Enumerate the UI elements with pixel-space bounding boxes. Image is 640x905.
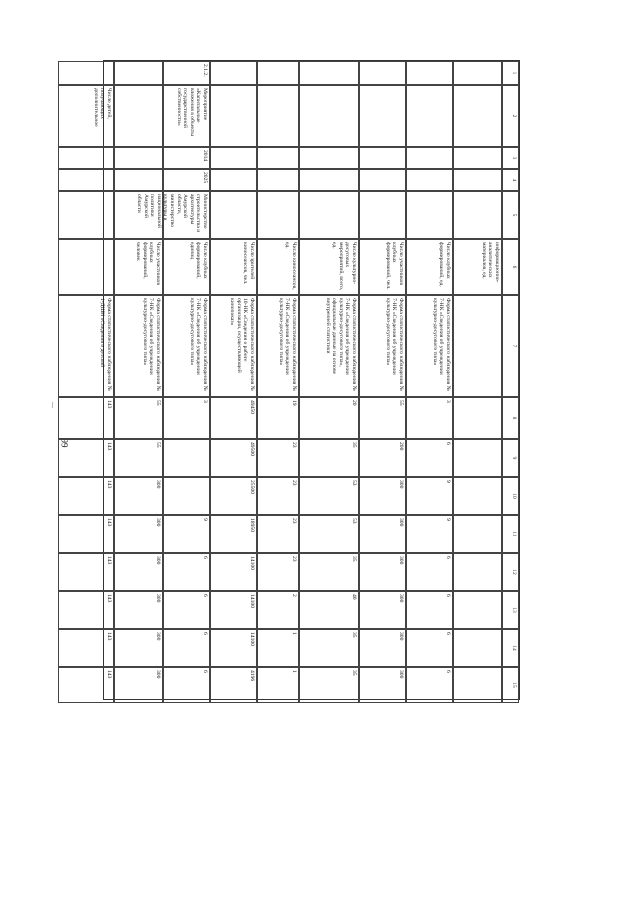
table-cell-r4-c15: 35 (299, 667, 359, 703)
table-cell-r1-c13 (453, 591, 502, 629)
table-cell-r6-c13: 14100 (210, 591, 257, 629)
table-cell-r5-c12: 23 (257, 553, 299, 591)
table-cell-r8-c2 (114, 85, 163, 147)
table-cell-r3-c15: 300 (359, 667, 406, 703)
table-cell-r1-c4 (453, 169, 502, 191)
table-cell-r3-c3 (359, 147, 406, 169)
table-cell-r2-c13: 6 (406, 591, 453, 629)
table-cell-r6-c3 (210, 147, 257, 169)
table-cell-r6-c14: 14100 (210, 629, 257, 667)
table-cell-r2-c1 (406, 61, 453, 85)
table-cell-r3-c6: Число участников клубных формирований, чел. (359, 239, 406, 295)
table-cell-r6-c11: 18950 (210, 515, 257, 553)
table-cell-r5-c15: 1 (257, 667, 299, 703)
table-cell-r2-c7: Форма статистического наблюдения № 7-НК «Сведения об учреждении культурно-досугового типа» (406, 295, 453, 397)
header-col-3: 3 (502, 147, 519, 169)
table-cell-r6-c5 (210, 191, 257, 239)
statistics-table (92, 60, 520, 700)
table-cell-r3-c5 (359, 191, 406, 239)
table-cell-r4-c4 (299, 169, 359, 191)
table-cell-r1-c7 (453, 295, 502, 397)
table-cell-r7-c4: 2025 (163, 169, 210, 191)
table-cell-r1-c15 (453, 667, 502, 703)
table-cell-r9-c9: 143 (58, 439, 114, 477)
table-cell-r6-c8: 49450 (210, 397, 257, 439)
header-col-14: 14 (502, 629, 519, 667)
table-cell-r7-c15: 6 (163, 667, 210, 703)
table-cell-r3-c8: 55 (359, 397, 406, 439)
table-cell-r1-c8 (453, 397, 502, 439)
table-cell-r2-c2 (406, 85, 453, 147)
header-col-9: 9 (502, 439, 519, 477)
header-col-2: 2 (502, 85, 519, 147)
table-cell-r7-c7: Форма статистического наблюдения № 7-НК «Сведения об учреждении культурно-досугового типа» (163, 295, 210, 397)
table-cell-r4-c11: 53 (299, 515, 359, 553)
table-cell-r9-c7: Форма статистического наблюдения № 1-ДШИ «Сведения о детской (58, 295, 114, 397)
table-cell-r9-c13: 143 (58, 591, 114, 629)
table-cell-r7-c12: 6 (163, 553, 210, 591)
table-cell-r3-c14: 300 (359, 629, 406, 667)
table-cell-r7-c10 (163, 477, 210, 515)
header-col-5: 5 (502, 191, 519, 239)
table-cell-r1-c5 (453, 191, 502, 239)
table-cell-r4-c8: 20 (299, 397, 359, 439)
table-cell-r6-c7: Форма статистического наблюдения № 10-НК «Сведения о работе организации, осуществляющей кинопоказ» (210, 295, 257, 397)
table-cell-r4-c3 (299, 147, 359, 169)
table-cell-r1-c10 (453, 477, 502, 515)
table-cell-r1-c6: информационно-аналитических материалов, ед. (453, 239, 502, 295)
table-cell-r5-c3 (257, 147, 299, 169)
table-cell-r9-c8: 143 (58, 397, 114, 439)
table-cell-r9-c10: 143 (58, 477, 114, 515)
scan-mark (52, 402, 53, 408)
table-cell-r5-c13: 2 (257, 591, 299, 629)
header-col-4: 4 (502, 169, 519, 191)
header-col-8: 8 (502, 397, 519, 439)
table-cell-r2-c4 (406, 169, 453, 191)
table-cell-r2-c9: 6 (406, 439, 453, 477)
table-cell-r3-c13: 300 (359, 591, 406, 629)
table-cell-r7-c5: Министерство строительства и архитектуры Амурской области, министерство культуры и национальной политики Амурской области (163, 191, 210, 239)
table-cell-r4-c2 (299, 85, 359, 147)
header-col-13: 13 (502, 591, 519, 629)
table-cell-r4-c12: 35 (299, 553, 359, 591)
table-cell-r2-c15: 6 (406, 667, 453, 703)
table-cell-r7-c6: Число клубных формирований, единиц (163, 239, 210, 295)
table-cell-r4-c13: 40 (299, 591, 359, 629)
table-cell-r7-c3: 2014 (163, 147, 210, 169)
table-cell-r4-c6: Число культурно-досуговых мероприятий, всего, ед. (299, 239, 359, 295)
table-cell-r5-c5 (257, 191, 299, 239)
table-cell-r6-c9: 49500 (210, 439, 257, 477)
header-col-12: 12 (502, 553, 519, 591)
table-cell-r5-c4 (257, 169, 299, 191)
table-cell-r2-c8: 3 (406, 397, 453, 439)
table-cell-r9-c11: 143 (58, 515, 114, 553)
table-cell-r6-c1 (210, 61, 257, 85)
table-cell-r2-c10: 9 (406, 477, 453, 515)
table-cell-r1-c14 (453, 629, 502, 667)
table-cell-r2-c11: 9 (406, 515, 453, 553)
table-cell-r6-c10: 25500 (210, 477, 257, 515)
table-cell-r8-c7: Форма статистического наблюдения № 7-НК «Сведения об учреждении культурно-досугового типа» (114, 295, 163, 397)
table-cell-r7-c9 (163, 439, 210, 477)
table-cell-r4-c14: 35 (299, 629, 359, 667)
table-cell-r3-c9: 200 (359, 439, 406, 477)
table-cell-r8-c9: 55 (114, 439, 163, 477)
table-cell-r9-c5 (58, 191, 114, 239)
table-cell-r7-c2: Мероприятие «Капитальные вложения в объекты государственной собственности» (163, 85, 210, 147)
table-cell-r1-c2 (453, 85, 502, 147)
header-col-15: 15 (502, 667, 519, 703)
header-col-10: 10 (502, 477, 519, 515)
table-cell-r9-c1 (58, 61, 114, 85)
table-cell-r4-c10: 53 (299, 477, 359, 515)
table-cell-r8-c13: 300 (114, 591, 163, 629)
table-cell-r4-c5 (299, 191, 359, 239)
table-cell-r6-c15: 4196 (210, 667, 257, 703)
table-cell-r8-c8: 55 (114, 397, 163, 439)
table-cell-r3-c7: Форма статистического наблюдения № 7-НК «Сведения об учреждении культурно-досугового типа» (359, 295, 406, 397)
table-cell-r5-c2 (257, 85, 299, 147)
table-cell-r3-c1 (359, 61, 406, 85)
table-cell-r4-c9: 35 (299, 439, 359, 477)
table-cell-r1-c1 (453, 61, 502, 85)
header-col-1: 1 (502, 61, 519, 85)
table-cell-r8-c6: Число участников клубных формирований, человек (114, 239, 163, 295)
table-cell-r8-c14: 300 (114, 629, 163, 667)
table-cell-r6-c2 (210, 85, 257, 147)
header-col-6: 6 (502, 239, 519, 295)
table-cell-r2-c3 (406, 147, 453, 169)
table-cell-r8-c4 (114, 169, 163, 191)
table-cell-r8-c15: 300 (114, 667, 163, 703)
table-cell-r8-c3 (114, 147, 163, 169)
table-cell-r4-c1 (299, 61, 359, 85)
table-cell-r7-c13: 6 (163, 591, 210, 629)
table-cell-r9-c2: Число детей, получающих дополнительное (58, 85, 114, 147)
table-cell-r9-c12: 143 (58, 553, 114, 591)
table-cell-r7-c1: 2.1.2. (163, 61, 210, 85)
header-col-7: 7 (502, 295, 519, 397)
table-cell-r9-c6 (58, 239, 114, 295)
table-cell-r9-c15: 143 (58, 667, 114, 703)
table-cell-r5-c11: 23 (257, 515, 299, 553)
table-cell-r5-c9: 23 (257, 439, 299, 477)
table-cell-r8-c5 (114, 191, 163, 239)
table-cell-r9-c3 (58, 147, 114, 169)
table-cell-r8-c11: 300 (114, 515, 163, 553)
table-cell-r2-c12: 6 (406, 553, 453, 591)
table-cell-r2-c5 (406, 191, 453, 239)
table-cell-r4-c7: Форма статистического наблюдения № 7-НК «Сведения об учреждении культурно-досугового типа», официальные данные на основе внутренней статистики (299, 295, 359, 397)
table-cell-r8-c10: 300 (114, 477, 163, 515)
table-cell-r1-c3 (453, 147, 502, 169)
table-cell-r5-c10: 23 (257, 477, 299, 515)
table-cell-r6-c4 (210, 169, 257, 191)
table-cell-r3-c12: 300 (359, 553, 406, 591)
table-cell-r6-c12: 14100 (210, 553, 257, 591)
page-number: 66 (60, 438, 70, 448)
table-cell-r1-c9 (453, 439, 502, 477)
table-cell-r1-c11 (453, 515, 502, 553)
table-cell-r2-c6: Число клубных формирований, ед. (406, 239, 453, 295)
table-cell-r7-c14: 6 (163, 629, 210, 667)
table-cell-r8-c12: 300 (114, 553, 163, 591)
table-cell-r1-c12 (453, 553, 502, 591)
table-cell-r5-c6: Число киносеансов, ед. (257, 239, 299, 295)
table-cell-r7-c8: 3 (163, 397, 210, 439)
table-cell-r8-c1 (114, 61, 163, 85)
table-cell-r3-c4 (359, 169, 406, 191)
table-cell-r6-c6: Число зрителей киносеансов, чел. (210, 239, 257, 295)
table-cell-r3-c11: 300 (359, 515, 406, 553)
table-cell-r5-c14: 1 (257, 629, 299, 667)
header-col-11: 11 (502, 515, 519, 553)
table-cell-r9-c14: 143 (58, 629, 114, 667)
table-cell-r7-c11: 9 (163, 515, 210, 553)
table-cell-r5-c1 (257, 61, 299, 85)
table-cell-r3-c2 (359, 85, 406, 147)
table-cell-r5-c7: Форма статистического наблюдения № 7-НК «Сведения об учреждении культурно-досугового типа» (257, 295, 299, 397)
table-cell-r5-c8: 19 (257, 397, 299, 439)
table-cell-r9-c4 (58, 169, 114, 191)
table-cell-r2-c14: 6 (406, 629, 453, 667)
table-cell-r3-c10: 300 (359, 477, 406, 515)
